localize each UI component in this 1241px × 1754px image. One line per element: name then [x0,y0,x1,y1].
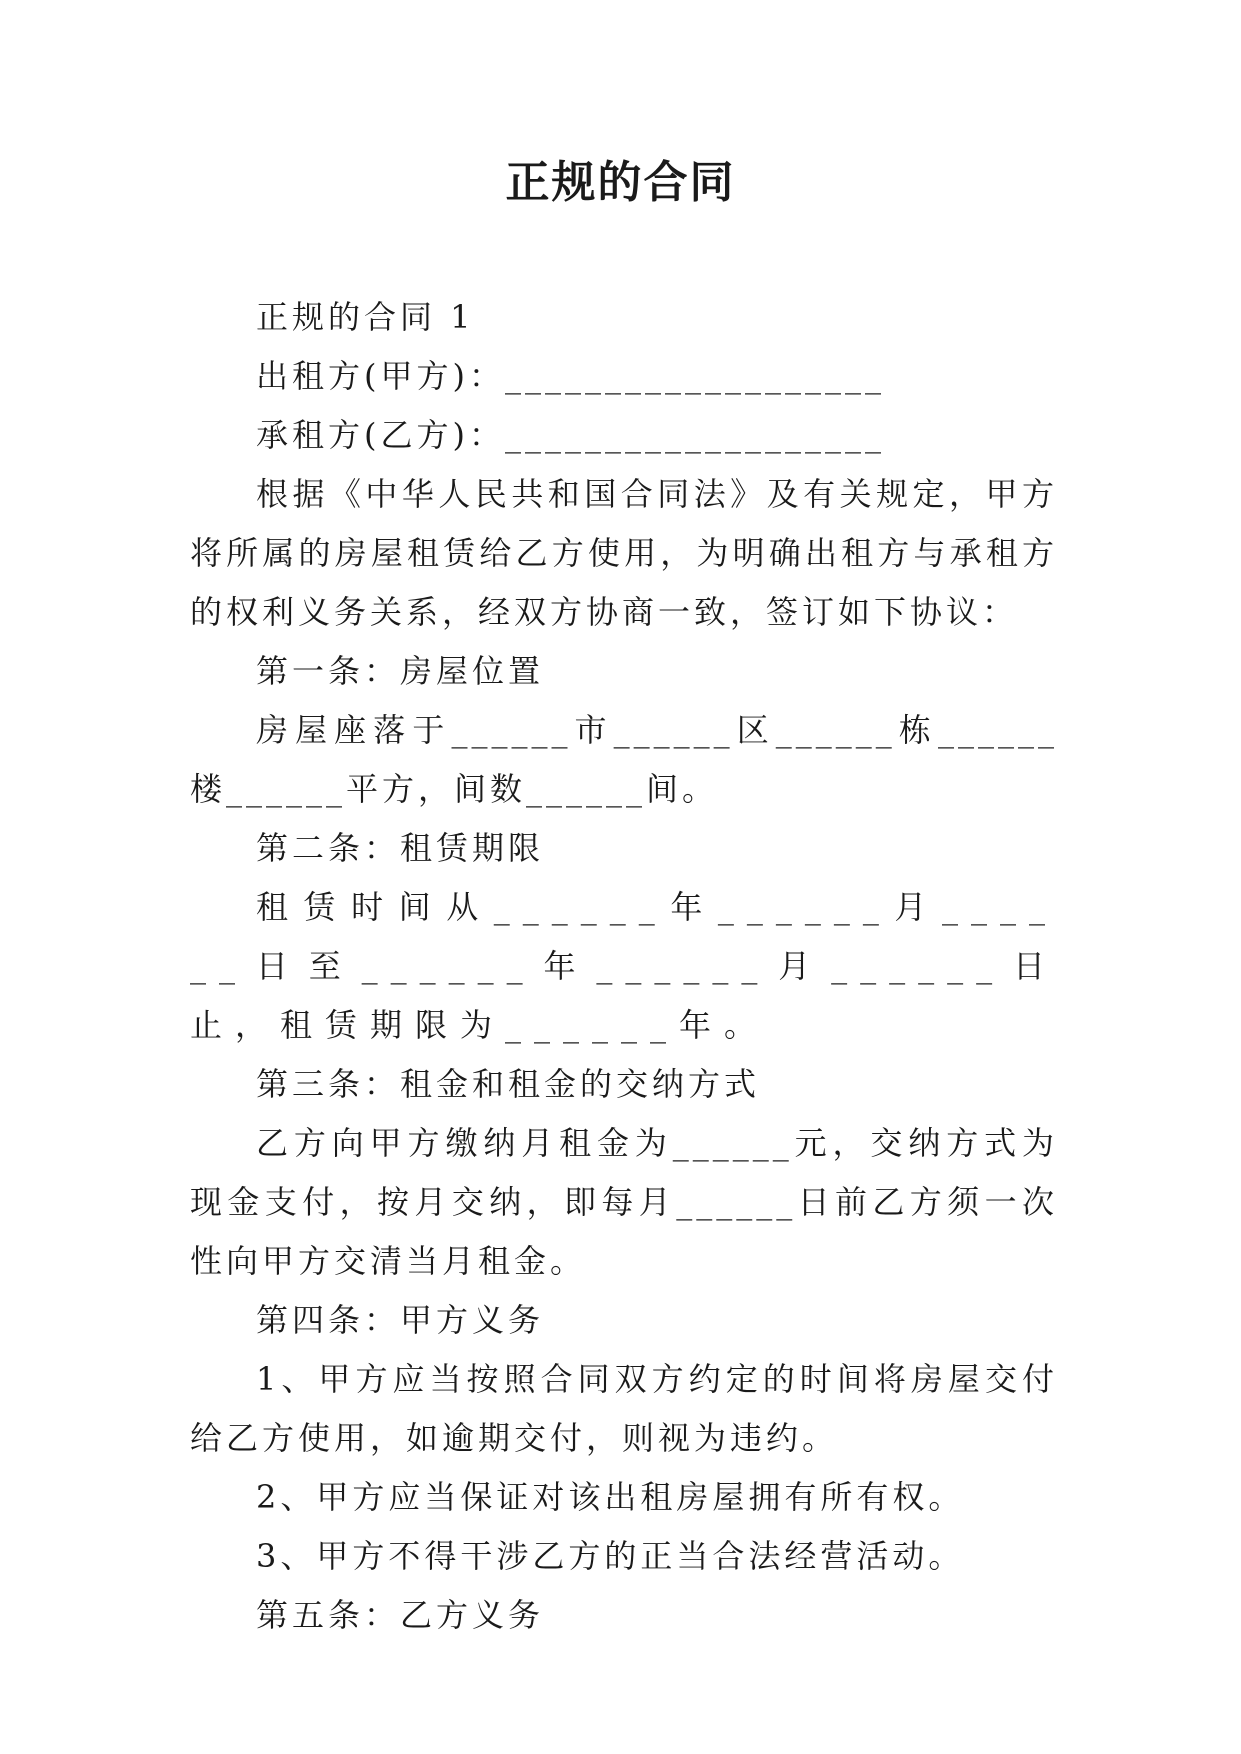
article-3-heading: 第三条：租金和租金的交纳方式 [256,1065,761,1103]
document-title: 正规的合同 [505,157,736,208]
article-4-heading: 第四条：甲方义务 [256,1301,545,1339]
article-2-text: 租赁时间从______年______月______日至______年______月______日止，租赁期限为______年。 [190,888,1058,1044]
article-4-item-2: 2、甲方应当保证对该出租房屋拥有所有权。 [256,1478,965,1516]
contract-heading: 正规的合同 1 [256,298,475,336]
article-1-heading: 第一条：房屋位置 [256,652,545,690]
article-5-heading: 第五条：乙方义务 [256,1596,545,1634]
article-3-text: 乙方向甲方缴纳月租金为______元，交纳方式为现金支付，按月交纳，即每月______日前乙方须一次性向甲方交清当月租金。 [190,1124,1058,1280]
lessor-field: 出租方(甲方)：___________________ [256,357,885,395]
article-1-text: 房屋座落于______市______区______栋______楼______平方，间数______间。 [190,711,1058,808]
article-2-heading: 第二条：租赁期限 [256,829,545,867]
lessee-field: 承租方(乙方)：___________________ [256,416,885,454]
document-body [190,288,1058,1645]
article-4-item-1: 1、甲方应当按照合同双方约定的时间将房屋交付给乙方使用，如逾期交付，则视为违约。 [190,1360,1058,1457]
preamble-paragraph: 根据《中华人民共和国合同法》及有关规定，甲方将所属的房屋租赁给乙方使用，为明确出租方与承租方的权利义务关系，经双方协商一致，签订如下协议： [190,475,1058,631]
article-4-item-3: 3、甲方不得干涉乙方的正当合法经营活动。 [256,1537,965,1575]
